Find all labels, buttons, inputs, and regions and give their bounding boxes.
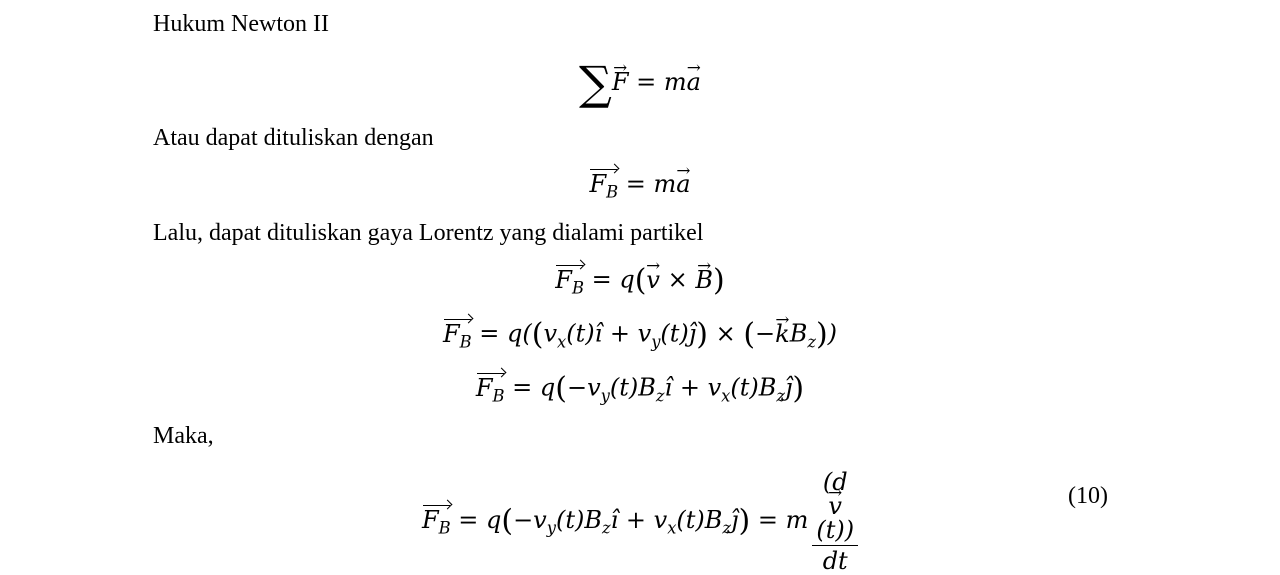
text-lorentz: Lalu, dapat dituliskan gaya Lorentz yang dialami partikel (153, 220, 704, 246)
equation-lorentz-force: $F_B = q(\to v$ × → B) (0, 266, 1280, 296)
equation-number: (10) (1068, 483, 1108, 509)
equation-10: $F_B$ = $q(-v_y(t)B_zî$ + $v_x(t)B_zĵ) = m$ (d → v (t)) dt (0, 470, 1280, 573)
heading-hukum-newton: Hukum Newton II (153, 11, 329, 37)
equation-sum-force: ∑→ F = m→ a (0, 60, 1280, 106)
equation-components: $F_B$ = $q((v_x(t)î$ + $v_y(t)ĵ$) × (−→ $kB_z$)) (0, 320, 1280, 350)
equation-expanded: $F_B$ = $q(-v_y(t)B_zî$ + $v_x(t)B_zĵ$) (475, 371, 805, 406)
text-maka: Maka, (153, 423, 214, 449)
equation-fb-ma: $F_B = m\to a$ (0, 172, 1280, 196)
text-atau: Atau dapat dituliskan dengan (153, 125, 434, 151)
